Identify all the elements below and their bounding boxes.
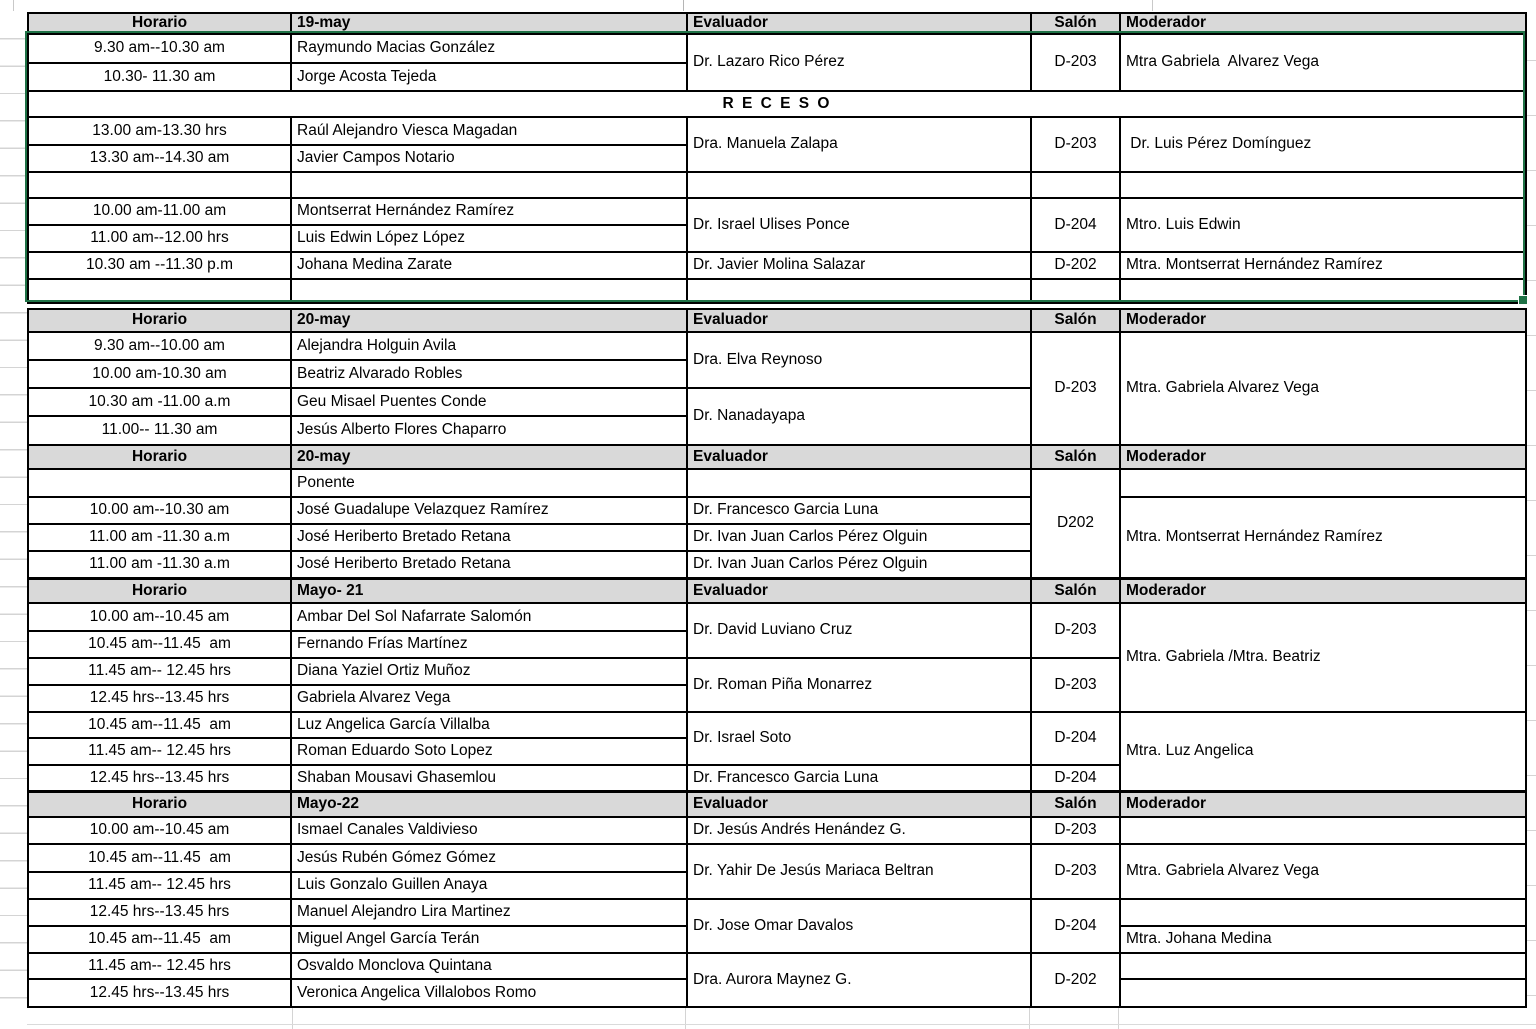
time-cell[interactable]: 10.00 am-10.30 am: [28, 360, 291, 388]
presenter-cell[interactable]: Gabriela Alvarez Vega: [291, 685, 687, 712]
evaluator-cell[interactable]: Dr. Javier Molina Salazar: [687, 252, 1031, 279]
header-salon[interactable]: Salón: [1031, 445, 1120, 469]
moderator-cell[interactable]: Dr. Luis Pérez Domínguez: [1120, 117, 1526, 172]
presenter-cell[interactable]: Alejandra Holguin Avila: [291, 332, 687, 360]
salon-cell[interactable]: D-203: [1031, 34, 1120, 91]
gridline: [27, 1024, 1536, 1025]
gridline: [13, 0, 14, 11]
time-cell[interactable]: 10.00 am-11.00 am: [28, 198, 291, 225]
time-cell[interactable]: 11.00 am -11.30 a.m: [28, 524, 291, 551]
right-gridlines: [1526, 6, 1536, 1006]
header-evaluador[interactable]: Evaluador: [687, 792, 1031, 817]
gridline: [1152, 0, 1153, 11]
empty-cell[interactable]: [1120, 172, 1526, 198]
header-evaluador[interactable]: Evaluador: [687, 309, 1031, 332]
time-cell[interactable]: 11.45 am-- 12.45 hrs: [28, 872, 291, 899]
moderator-cell[interactable]: Mtra. Montserrat Hernández Ramírez: [1120, 252, 1526, 279]
presenter-cell[interactable]: Osvaldo Monclova Quintana: [291, 953, 687, 979]
presenter-cell[interactable]: Ponente: [291, 469, 687, 497]
time-cell[interactable]: 9.30 am--10.00 am: [28, 332, 291, 360]
salon-cell[interactable]: D-202: [1031, 252, 1120, 279]
gridline: [1029, 1006, 1030, 1029]
evaluator-cell[interactable]: Dr. Yahir De Jesús Mariaca Beltran: [687, 844, 1031, 899]
receso-cell[interactable]: R E C E S O: [28, 91, 1526, 117]
empty-cell[interactable]: [28, 469, 291, 497]
empty-cell[interactable]: [1120, 899, 1526, 926]
time-cell[interactable]: 12.45 hrs--13.45 hrs: [28, 979, 291, 1007]
time-cell[interactable]: 11.00-- 11.30 am: [28, 416, 291, 445]
moderator-cell[interactable]: Mtra. Montserrat Hernández Ramírez: [1120, 497, 1526, 578]
time-cell[interactable]: 10.45 am--11.45 am: [28, 712, 291, 738]
schedule-table-20-may-2: [27, 444, 1527, 579]
time-cell[interactable]: 12.45 hrs--13.45 hrs: [28, 685, 291, 712]
empty-cell[interactable]: [1120, 979, 1526, 1007]
time-cell[interactable]: 11.45 am-- 12.45 hrs: [28, 738, 291, 765]
presenter-cell[interactable]: Luz Angelica García Villalba: [291, 712, 687, 738]
presenter-cell[interactable]: Jorge Acosta Tejeda: [291, 63, 687, 91]
time-cell[interactable]: 9.30 am--10.30 am: [28, 34, 291, 63]
header-horario[interactable]: Horario: [28, 792, 291, 817]
header-moderador[interactable]: Moderador: [1120, 445, 1526, 469]
presenter-cell[interactable]: Roman Eduardo Soto Lopez: [291, 738, 687, 765]
presenter-cell[interactable]: Shaban Mousavi Ghasemlou: [291, 765, 687, 791]
header-date[interactable]: 20-may: [291, 445, 687, 469]
salon-cell[interactable]: D-204: [1031, 198, 1120, 252]
evaluator-cell[interactable]: Dra. Elva Reynoso: [687, 332, 1031, 388]
header-date[interactable]: Mayo-22: [291, 792, 687, 817]
time-cell[interactable]: 11.45 am-- 12.45 hrs: [28, 658, 291, 685]
header-evaluador[interactable]: Evaluador: [687, 445, 1031, 469]
empty-cell[interactable]: [1031, 172, 1120, 198]
evaluator-cell[interactable]: Dr. Israel Soto: [687, 712, 1031, 765]
empty-cell[interactable]: [1120, 953, 1526, 979]
header-evaluador[interactable]: Evaluador: [687, 13, 1031, 34]
presenter-cell[interactable]: José Guadalupe Velazquez Ramírez: [291, 497, 687, 524]
empty-cell[interactable]: [1120, 279, 1526, 303]
presenter-cell[interactable]: Diana Yaziel Ortiz Muñoz: [291, 658, 687, 685]
header-moderador[interactable]: Moderador: [1120, 579, 1526, 603]
header-date[interactable]: Mayo- 21: [291, 579, 687, 603]
evaluator-cell[interactable]: Dr. Francesco Garcia Luna: [687, 765, 1031, 791]
gridline: [683, 0, 684, 11]
empty-cell[interactable]: [1031, 279, 1120, 303]
time-cell[interactable]: 10.45 am--11.45 am: [28, 926, 291, 953]
header-salon[interactable]: Salón: [1031, 13, 1120, 34]
header-moderador[interactable]: Moderador: [1120, 13, 1526, 34]
presenter-cell[interactable]: Ismael Canales Valdivieso: [291, 817, 687, 844]
presenter-cell[interactable]: Raúl Alejandro Viesca Magadan: [291, 117, 687, 145]
schedule-table-mayo-22: [27, 791, 1527, 1008]
evaluator-cell[interactable]: Dr. Nanadayapa: [687, 388, 1031, 445]
salon-cell[interactable]: D-203: [1031, 117, 1120, 172]
header-horario[interactable]: Horario: [28, 309, 291, 332]
presenter-cell[interactable]: Javier Campos Notario: [291, 145, 687, 172]
time-cell[interactable]: 12.45 hrs--13.45 hrs: [28, 765, 291, 791]
salon-cell[interactable]: D-204: [1031, 899, 1120, 953]
empty-cell[interactable]: [28, 172, 291, 198]
time-cell[interactable]: 10.30 am --11.30 p.m: [28, 252, 291, 279]
moderator-cell[interactable]: Mtra. Gabriela Alvarez Vega: [1120, 844, 1526, 899]
presenter-cell[interactable]: Luis Edwin López López: [291, 225, 687, 252]
time-cell[interactable]: 10.00 am--10.45 am: [28, 817, 291, 844]
header-moderador[interactable]: Moderador: [1120, 792, 1526, 817]
header-evaluador[interactable]: Evaluador: [687, 579, 1031, 603]
presenter-cell[interactable]: José Heriberto Bretado Retana: [291, 551, 687, 578]
presenter-cell[interactable]: Jesús Alberto Flores Chaparro: [291, 416, 687, 445]
evaluator-cell[interactable]: Dr. Ivan Juan Carlos Pérez Olguin: [687, 551, 1031, 578]
header-salon[interactable]: Salón: [1031, 792, 1120, 817]
header-salon[interactable]: Salón: [1031, 579, 1120, 603]
presenter-cell[interactable]: Beatriz Alvarado Robles: [291, 360, 687, 388]
time-cell[interactable]: 10.30 am -11.00 a.m: [28, 388, 291, 416]
gridline: [292, 1006, 293, 1029]
evaluator-cell[interactable]: Dr. Ivan Juan Carlos Pérez Olguin: [687, 524, 1031, 551]
empty-cell[interactable]: [28, 279, 291, 303]
evaluator-cell[interactable]: Dra. Manuela Zalapa: [687, 117, 1031, 172]
salon-cell[interactable]: D-202: [1031, 953, 1120, 1007]
header-salon[interactable]: Salón: [1031, 309, 1120, 332]
evaluator-cell[interactable]: Dr. Roman Piña Monarrez: [687, 658, 1031, 712]
time-cell[interactable]: 11.45 am-- 12.45 hrs: [28, 953, 291, 979]
presenter-cell[interactable]: Luis Gonzalo Guillen Anaya: [291, 872, 687, 899]
time-cell[interactable]: 11.00 am -11.30 a.m: [28, 551, 291, 578]
header-date[interactable]: 19-may: [291, 13, 687, 34]
evaluator-cell[interactable]: Dr. Francesco Garcia Luna: [687, 497, 1031, 524]
empty-cell[interactable]: [1120, 817, 1526, 844]
presenter-cell[interactable]: Fernando Frías Martínez: [291, 631, 687, 658]
evaluator-cell[interactable]: Dr. Israel Ulises Ponce: [687, 198, 1031, 252]
time-cell[interactable]: 10.45 am--11.45 am: [28, 844, 291, 872]
empty-cell[interactable]: [687, 469, 1031, 497]
moderator-cell[interactable]: Mtro. Luis Edwin: [1120, 198, 1526, 252]
evaluator-cell[interactable]: Dr. Lazaro Rico Pérez: [687, 34, 1031, 91]
time-cell[interactable]: 10.30- 11.30 am: [28, 63, 291, 91]
time-cell[interactable]: 10.00 am--10.30 am: [28, 497, 291, 524]
moderator-cell[interactable]: Mtra. Gabriela Alvarez Vega: [1120, 332, 1526, 445]
header-horario[interactable]: Horario: [28, 445, 291, 469]
salon-cell[interactable]: D202: [1031, 469, 1120, 578]
presenter-cell[interactable]: Montserrat Hernández Ramírez: [291, 198, 687, 225]
time-cell[interactable]: 13.00 am-13.30 hrs: [28, 117, 291, 145]
time-cell[interactable]: 13.30 am--14.30 am: [28, 145, 291, 172]
time-cell[interactable]: 12.45 hrs--13.45 hrs: [28, 899, 291, 926]
salon-cell[interactable]: D-204: [1031, 765, 1120, 791]
schedule-table-19-may: [27, 12, 1527, 304]
salon-cell[interactable]: D-203: [1031, 658, 1120, 712]
header-horario[interactable]: Horario: [28, 579, 291, 603]
evaluator-cell[interactable]: Dra. Aurora Maynez G.: [687, 953, 1031, 1007]
evaluator-cell[interactable]: Dr. Jose Omar Davalos: [687, 899, 1031, 953]
empty-cell[interactable]: [687, 172, 1031, 198]
empty-cell[interactable]: [291, 172, 687, 198]
salon-cell[interactable]: D-203: [1031, 603, 1120, 658]
presenter-cell[interactable]: Raymundo Macias González: [291, 34, 687, 63]
presenter-cell[interactable]: Geu Misael Puentes Conde: [291, 388, 687, 416]
evaluator-cell[interactable]: Dr. Jesús Andrés Henández G.: [687, 817, 1031, 844]
moderator-cell[interactable]: Mtra. Luz Angelica: [1120, 712, 1526, 791]
presenter-cell[interactable]: Johana Medina Zarate: [291, 252, 687, 279]
salon-cell[interactable]: D-203: [1031, 844, 1120, 899]
time-cell[interactable]: 11.00 am--12.00 hrs: [28, 225, 291, 252]
left-gridlines: [0, 12, 27, 1006]
presenter-cell[interactable]: Manuel Alejandro Lira Martinez: [291, 899, 687, 926]
evaluator-cell[interactable]: Dr. David Luviano Cruz: [687, 603, 1031, 658]
moderator-cell[interactable]: Mtra. Johana Medina: [1120, 926, 1526, 953]
header-date[interactable]: 20-may: [291, 309, 687, 332]
gridline: [685, 1006, 686, 1029]
moderator-cell[interactable]: Mtra Gabriela Alvarez Vega: [1120, 34, 1526, 91]
salon-cell[interactable]: D-204: [1031, 712, 1120, 765]
schedule-table-mayo-21: [27, 578, 1527, 792]
presenter-cell[interactable]: Miguel Angel García Terán: [291, 926, 687, 953]
salon-cell[interactable]: D-203: [1031, 817, 1120, 844]
empty-cell[interactable]: [1120, 469, 1526, 497]
schedule-table-20-may-1: [27, 308, 1527, 446]
empty-cell[interactable]: [687, 279, 1031, 303]
presenter-cell[interactable]: Jesús Rubén Gómez Gómez: [291, 844, 687, 872]
moderator-cell[interactable]: Mtra. Gabriela /Mtra. Beatriz: [1120, 603, 1526, 712]
empty-cell[interactable]: [291, 279, 687, 303]
header-horario[interactable]: Horario: [28, 13, 291, 34]
header-moderador[interactable]: Moderador: [1120, 309, 1526, 332]
time-cell[interactable]: 10.45 am--11.45 am: [28, 631, 291, 658]
presenter-cell[interactable]: Veronica Angelica Villalobos Romo: [291, 979, 687, 1007]
presenter-cell[interactable]: José Heriberto Bretado Retana: [291, 524, 687, 551]
gridline: [1118, 1006, 1119, 1029]
time-cell[interactable]: 10.00 am--10.45 am: [28, 603, 291, 631]
salon-cell[interactable]: D-203: [1031, 332, 1120, 445]
presenter-cell[interactable]: Ambar Del Sol Nafarrate Salomón: [291, 603, 687, 631]
